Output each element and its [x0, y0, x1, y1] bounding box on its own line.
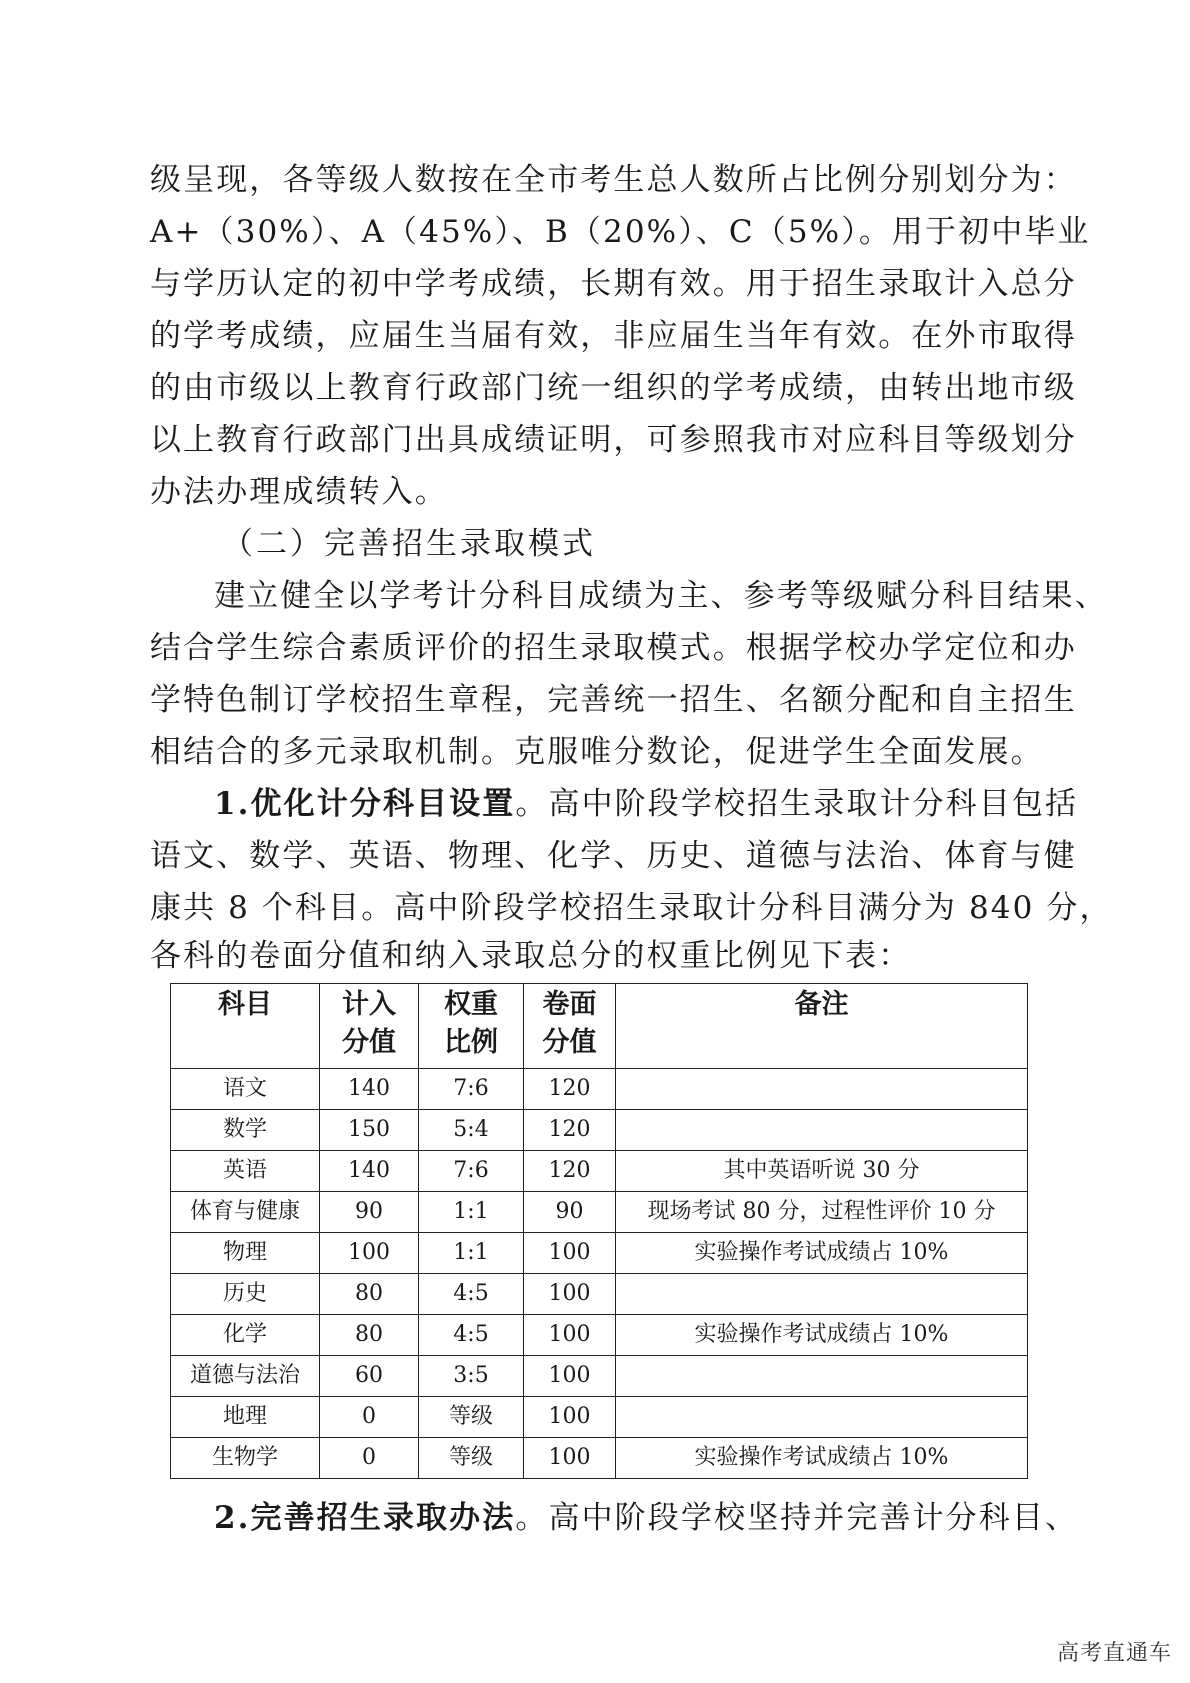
paragraph-line: 建立健全以学考计分科目成绩为主、参考等级赋分科目结果、 — [214, 578, 1108, 614]
cell-weight: 等级 — [419, 1397, 524, 1438]
cell-subject: 生物学 — [171, 1438, 320, 1479]
paragraph-line: 相结合的多元录取机制。克服唯分数论，促进学生全面发展。 — [150, 734, 1044, 770]
item1-first-line — [214, 778, 1079, 830]
cell-weight: 4:5 — [419, 1274, 524, 1315]
cell-score: 80 — [320, 1274, 419, 1315]
table-row — [171, 1315, 1028, 1356]
table-row — [171, 1069, 1028, 1110]
cell-subject: 地理 — [171, 1397, 320, 1438]
paragraph-line: 学特色制订学校招生章程，完善统一招生、名额分配和自主招生 — [150, 682, 1077, 718]
cell-score: 140 — [320, 1151, 419, 1192]
cell-weight: 7:6 — [419, 1151, 524, 1192]
cell-note — [616, 1274, 1028, 1315]
cell-paper: 120 — [524, 1110, 616, 1151]
cell-note — [616, 1397, 1028, 1438]
cell-note: 其中英语听说 30 分 — [616, 1151, 1028, 1192]
cell-score: 90 — [320, 1192, 419, 1233]
cell-weight: 7:6 — [419, 1069, 524, 1110]
header-score: 计入 分值 — [320, 984, 419, 1069]
cell-subject: 数学 — [171, 1110, 320, 1151]
cell-note: 现场考试 80 分，过程性评价 10 分 — [616, 1192, 1028, 1233]
cell-score: 60 — [320, 1356, 419, 1397]
cell-subject: 历史 — [171, 1274, 320, 1315]
cell-note: 实验操作考试成绩占 10% — [616, 1233, 1028, 1274]
header-weight: 权重 比例 — [419, 984, 524, 1069]
cell-paper: 120 — [524, 1151, 616, 1192]
table-row — [171, 1397, 1028, 1438]
cell-score: 100 — [320, 1233, 419, 1274]
paragraph-line: 与学历认定的初中学考成绩，长期有效。用于招生录取计入总分 — [150, 266, 1077, 302]
cell-paper: 120 — [524, 1069, 616, 1110]
cell-paper: 100 — [524, 1315, 616, 1356]
cell-subject: 体育与健康 — [171, 1192, 320, 1233]
table-row — [171, 1151, 1028, 1192]
cell-score: 0 — [320, 1397, 419, 1438]
table-row — [171, 1110, 1028, 1151]
cell-score: 140 — [320, 1069, 419, 1110]
cell-paper: 100 — [524, 1233, 616, 1274]
cell-note — [616, 1110, 1028, 1151]
cell-subject: 化学 — [171, 1315, 320, 1356]
paragraph-line: 级呈现，各等级人数按在全市考生总人数所占比例分别划分为： — [150, 162, 1077, 198]
header-paper: 卷面 分值 — [524, 984, 616, 1069]
cell-paper: 100 — [524, 1397, 616, 1438]
cell-score: 150 — [320, 1110, 419, 1151]
cell-weight: 等级 — [419, 1438, 524, 1479]
header-subject: 科目 — [171, 984, 320, 1069]
cell-paper: 100 — [524, 1274, 616, 1315]
table-row — [171, 1356, 1028, 1397]
paragraph-line: 语文、数学、英语、物理、化学、历史、道德与法治、体育与健 — [150, 838, 1077, 874]
score-weight-table — [170, 983, 1028, 1479]
paragraph-line: 各科的卷面分值和纳入录取总分的权重比例见下表： — [150, 938, 912, 974]
cell-subject: 物理 — [171, 1233, 320, 1274]
cell-weight: 4:5 — [419, 1315, 524, 1356]
cell-subject: 英语 — [171, 1151, 320, 1192]
paragraph-line: A+（30%）、A（45%）、B（20%）、C（5%）。用于初中毕业 — [150, 214, 1091, 250]
table-row — [171, 1233, 1028, 1274]
cell-note: 实验操作考试成绩占 10% — [616, 1438, 1028, 1479]
paragraph-line: 办法办理成绩转入。 — [150, 474, 448, 510]
cell-weight: 1:1 — [419, 1192, 524, 1233]
cell-subject: 道德与法治 — [171, 1356, 320, 1397]
table-row — [171, 1274, 1028, 1315]
cell-weight: 3:5 — [419, 1356, 524, 1397]
item2-title: 2.完善招生录取办法 — [214, 1500, 516, 1536]
cell-paper: 100 — [524, 1356, 616, 1397]
section-heading: （二）完善招生录取模式 — [222, 526, 596, 562]
cell-note: 实验操作考试成绩占 10% — [616, 1315, 1028, 1356]
table-row — [171, 1438, 1028, 1479]
paragraph-line: 以上教育行政部门出具成绩证明，可参照我市对应科目等级划分 — [150, 422, 1077, 458]
cell-note — [616, 1356, 1028, 1397]
footer-brand: 高考直通车 — [1057, 1641, 1173, 1666]
item1-title: 1.优化计分科目设置 — [214, 786, 516, 822]
cell-weight: 5:4 — [419, 1110, 524, 1151]
item1-text: 。高中阶段学校招生录取计分科目包括 — [515, 786, 1079, 822]
table-row — [171, 1192, 1028, 1233]
cell-score: 80 — [320, 1315, 419, 1356]
table-header-row — [171, 984, 1028, 1069]
item2-first-line — [214, 1492, 1079, 1544]
paragraph-line: 的学考成绩，应届生当届有效，非应届生当年有效。在外市取得 — [150, 318, 1077, 354]
cell-note — [616, 1069, 1028, 1110]
paragraph-line: 康共 8 个科目。高中阶段学校招生录取计分科目满分为 840 分， — [150, 890, 1113, 926]
cell-paper: 100 — [524, 1438, 616, 1479]
paragraph-line: 的由市级以上教育行政部门统一组织的学考成绩，由转出地市级 — [150, 370, 1077, 406]
cell-score: 0 — [320, 1438, 419, 1479]
item2-text: 。高中阶段学校坚持并完善计分科目、 — [515, 1500, 1079, 1536]
header-note: 备注 — [616, 984, 1028, 1069]
cell-paper: 90 — [524, 1192, 616, 1233]
cell-weight: 1:1 — [419, 1233, 524, 1274]
paragraph-line: 结合学生综合素质评价的招生录取模式。根据学校办学定位和办 — [150, 630, 1077, 666]
cell-subject: 语文 — [171, 1069, 320, 1110]
